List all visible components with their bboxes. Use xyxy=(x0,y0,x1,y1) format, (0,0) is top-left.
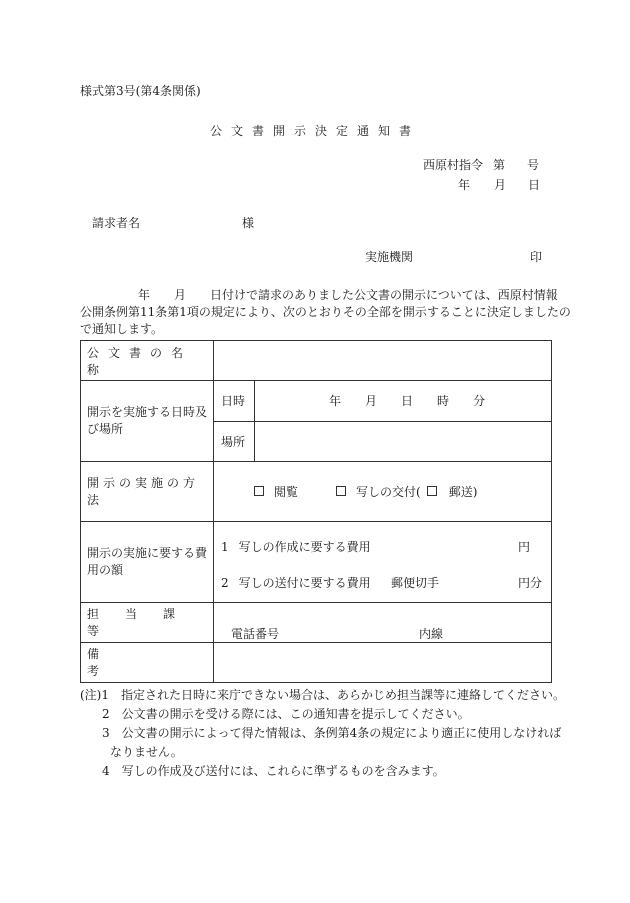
reference-dai: 第 xyxy=(493,158,506,172)
requester-label: 請求者名 xyxy=(92,216,141,230)
note-3: 3 公文書の開示によって得た情報は、条例第4条の規定により適正に使用しなければ xyxy=(102,726,562,740)
note-2: 2 公文書の開示を受ける際には、この通知書を提示してください。 xyxy=(102,707,470,721)
method-label: 開示の実施の方法 xyxy=(87,476,200,507)
form-number-label: 様式第3号(第4条関係) xyxy=(80,84,201,98)
cost-line-1-unit: 円 xyxy=(518,540,531,554)
view-label: 閲覧 xyxy=(274,484,299,499)
notes xyxy=(80,686,566,781)
document-title: 公文書開示決定通知書 xyxy=(209,124,420,138)
cost-line-1: 1 写しの作成に要する費用 xyxy=(221,540,371,554)
intro-paragraph xyxy=(80,287,571,338)
postage-stamp-label: 郵便切手 xyxy=(391,576,440,590)
note-1: (注)1 指定された日時に来庁できない場合は、あらかじめ担当課等に連絡してください。 xyxy=(80,688,566,702)
method-options xyxy=(254,461,551,521)
remarks-label: 備考 xyxy=(87,647,186,678)
mail-label: 郵送) xyxy=(448,484,478,499)
intro-line-1: 年 月 日付けで請求のありました公文書の開示については、西原村情報 xyxy=(138,288,558,302)
intro-line-2: 公開条例第11条第1項の規定により、次のとおりその全部を開示することに決定しましたの xyxy=(80,305,571,319)
cost-label: 開示の実施に要する費用の額 xyxy=(87,545,208,577)
reference-prefix: 西原村指令 xyxy=(423,158,484,172)
datetime-place-label: 開示を実施する日時及び場所 xyxy=(87,404,208,436)
requester-honorific: 様 xyxy=(242,216,255,230)
doc-name-field[interactable] xyxy=(214,341,551,380)
datetime-label: 日時 xyxy=(221,394,246,408)
phone-label: 電話番号 xyxy=(231,627,280,641)
note-4: 4 写しの作成及び送付には、これらに準ずるものを含みます。 xyxy=(102,764,445,778)
extension-label: 内線 xyxy=(419,627,444,641)
section-label: 担当課等 xyxy=(87,607,202,638)
reference-number xyxy=(423,156,539,173)
dt-minute: 分 xyxy=(473,394,486,408)
cost-line-2-unit: 円分 xyxy=(518,576,543,590)
cost-line-2: 2 写しの送付に要する費用 xyxy=(221,576,371,590)
mail-checkbox[interactable] xyxy=(427,486,437,496)
copy-checkbox[interactable] xyxy=(336,486,346,496)
agency-label: 実施機関 xyxy=(365,250,414,264)
note-3-cont: なりません。 xyxy=(110,745,183,759)
disclosure-table xyxy=(80,340,552,683)
intro-line-3: で通知します。 xyxy=(80,322,164,336)
date-month: 月 xyxy=(494,178,507,192)
view-checkbox[interactable] xyxy=(254,486,264,496)
datetime-field[interactable] xyxy=(329,380,529,421)
requester-line xyxy=(92,214,255,231)
date-year: 年 xyxy=(458,178,471,192)
remarks-field[interactable] xyxy=(214,642,551,682)
reference-go: 号 xyxy=(527,158,540,172)
dt-year: 年 xyxy=(329,394,342,408)
place-field[interactable] xyxy=(255,421,551,461)
dt-hour: 時 xyxy=(437,394,450,408)
copy-label: 写しの交付( xyxy=(356,484,421,499)
date-day: 日 xyxy=(528,178,541,192)
doc-name-label: 公文書の名称 xyxy=(87,345,193,377)
dt-month: 月 xyxy=(365,394,378,408)
issue-date xyxy=(458,176,540,193)
place-label: 場所 xyxy=(221,434,246,449)
agency-line xyxy=(365,248,543,265)
dt-day: 日 xyxy=(401,394,414,408)
seal-mark: 印 xyxy=(530,250,543,264)
